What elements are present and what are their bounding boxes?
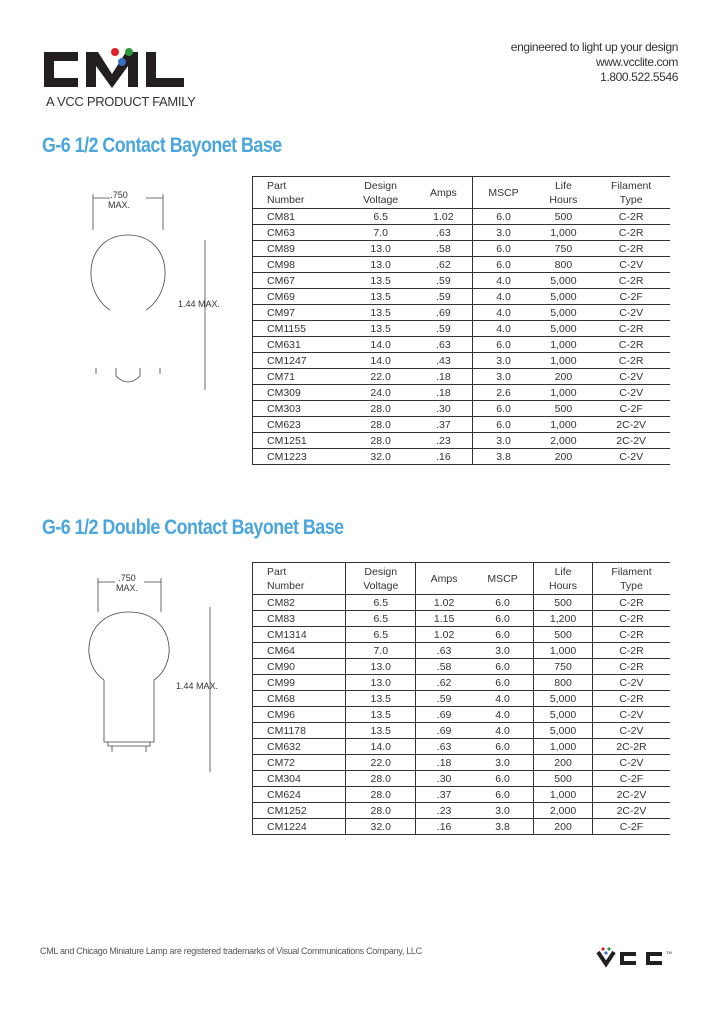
cell-filament-type: C-2R <box>592 691 670 707</box>
cell-mscp: 6.0 <box>472 787 534 803</box>
header-line: Hours <box>549 579 578 592</box>
cell-life-hours: 1,000 <box>534 787 593 803</box>
cell-part-number: CM68 <box>253 691 346 707</box>
cell-design-voltage: 28.0 <box>346 771 416 787</box>
cell-life-hours: 200 <box>534 819 593 835</box>
cell-part-number: CM632 <box>253 739 346 755</box>
cell-design-voltage: 28.0 <box>346 787 416 803</box>
height-label: 1.44 MAX. <box>178 299 221 309</box>
table-row <box>253 819 671 835</box>
cell-design-voltage: 13.0 <box>346 257 415 273</box>
bulb-diagram-single-contact <box>60 190 240 400</box>
cell-filament-type: C-2R <box>592 643 670 659</box>
header-line: MSCP <box>487 572 518 585</box>
cell-filament-type: C-2V <box>592 707 670 723</box>
table-row <box>253 787 671 803</box>
cell-mscp: 6.0 <box>472 627 534 643</box>
cell-part-number: CM1224 <box>253 819 346 835</box>
cell-life-hours: 1,000 <box>534 225 592 241</box>
cell-design-voltage: 13.5 <box>346 723 416 739</box>
cell-mscp: 4.0 <box>472 321 534 337</box>
table-row <box>253 321 671 337</box>
cell-part-number: CM624 <box>253 787 346 803</box>
table-row <box>253 417 671 433</box>
cell-amps: .62 <box>415 257 472 273</box>
header-line: Amps <box>430 572 458 585</box>
cell-design-voltage: 22.0 <box>346 369 415 385</box>
cell-part-number: CM83 <box>253 611 346 627</box>
cell-part-number: CM309 <box>253 385 347 401</box>
cell-design-voltage: 28.0 <box>346 401 415 417</box>
header-filament-type <box>592 563 670 595</box>
cell-mscp: 4.0 <box>472 273 534 289</box>
cell-filament-type: C-2R <box>592 241 670 257</box>
cell-filament-type: C-2R <box>592 225 670 241</box>
cell-amps: .59 <box>416 691 472 707</box>
cell-life-hours: 200 <box>534 755 593 771</box>
table-row <box>253 755 671 771</box>
cell-amps: 1.15 <box>416 611 472 627</box>
cell-amps: .30 <box>415 401 472 417</box>
width-sub: MAX. <box>108 200 131 210</box>
cell-part-number: CM63 <box>253 225 347 241</box>
header-filament-type <box>592 177 670 209</box>
cell-filament-type: C-2R <box>592 627 670 643</box>
table-row <box>253 401 671 417</box>
cell-filament-type: C-2R <box>592 337 670 353</box>
cell-design-voltage: 14.0 <box>346 353 415 369</box>
cell-amps: .23 <box>415 433 472 449</box>
cell-life-hours: 1,000 <box>534 337 592 353</box>
cell-part-number: CM98 <box>253 257 347 273</box>
cell-design-voltage: 13.5 <box>346 273 415 289</box>
width-label: .750 <box>110 190 128 200</box>
cell-design-voltage: 32.0 <box>346 449 415 465</box>
cell-design-voltage: 6.5 <box>346 209 415 225</box>
cell-part-number: CM64 <box>253 643 346 659</box>
cell-filament-type: C-2V <box>592 675 670 691</box>
header-design-voltage <box>346 563 416 595</box>
table-row <box>253 739 671 755</box>
cell-amps: .59 <box>415 289 472 305</box>
cell-life-hours: 5,000 <box>534 707 593 723</box>
table-row <box>253 225 671 241</box>
header-line: Hours <box>549 193 578 206</box>
cell-amps: .37 <box>416 787 472 803</box>
cell-part-number: CM631 <box>253 337 347 353</box>
cell-filament-type: C-2V <box>592 305 670 321</box>
cell-design-voltage: 6.5 <box>346 611 416 627</box>
cell-design-voltage: 13.0 <box>346 675 416 691</box>
cell-life-hours: 500 <box>534 209 592 225</box>
cell-filament-type: C-2F <box>592 819 670 835</box>
cell-mscp: 6.0 <box>472 241 534 257</box>
cell-mscp: 6.0 <box>472 337 534 353</box>
table-row <box>253 433 671 449</box>
cell-filament-type: C-2V <box>592 369 670 385</box>
svg-text:TM: TM <box>666 950 672 955</box>
cell-life-hours: 800 <box>534 675 593 691</box>
cell-part-number: CM1247 <box>253 353 347 369</box>
table-row <box>253 803 671 819</box>
cell-filament-type: C-2V <box>592 723 670 739</box>
cell-mscp: 6.0 <box>472 595 534 611</box>
table-row <box>253 611 671 627</box>
cell-life-hours: 200 <box>534 369 592 385</box>
cell-mscp: 6.0 <box>472 401 534 417</box>
cell-amps: 1.02 <box>415 209 472 225</box>
cell-part-number: CM1178 <box>253 723 346 739</box>
cell-mscp: 4.0 <box>472 707 534 723</box>
height-label: 1.44 MAX. <box>176 681 219 691</box>
table-row <box>253 209 671 225</box>
cell-part-number: CM1314 <box>253 627 346 643</box>
cell-amps: .37 <box>415 417 472 433</box>
cell-part-number: CM1252 <box>253 803 346 819</box>
cell-part-number: CM89 <box>253 241 347 257</box>
width-label: .750 <box>118 573 136 583</box>
cell-life-hours: 1,000 <box>534 353 592 369</box>
cell-filament-type: C-2F <box>592 771 670 787</box>
cell-part-number: CM69 <box>253 289 347 305</box>
cell-mscp: 3.0 <box>472 369 534 385</box>
header-line: Part <box>267 179 287 192</box>
trademark-notice: CML and Chicago Miniature Lamp are registered trademarks of Visual Communications Company, LLC <box>40 946 422 956</box>
cell-life-hours: 5,000 <box>534 273 592 289</box>
table-row <box>253 675 671 691</box>
cell-filament-type: C-2F <box>592 401 670 417</box>
cell-part-number: CM81 <box>253 209 347 225</box>
cell-life-hours: 5,000 <box>534 723 593 739</box>
header-mscp <box>472 177 534 209</box>
cell-amps: .63 <box>415 337 472 353</box>
table-row <box>253 385 671 401</box>
bulb-diagram-double-contact <box>60 572 240 812</box>
cell-design-voltage: 28.0 <box>346 433 415 449</box>
cell-design-voltage: 13.5 <box>346 289 415 305</box>
cell-amps: 1.02 <box>416 627 472 643</box>
section-title-double-contact-bayonet: G-6 1/2 Double Contact Bayonet Base <box>42 516 344 539</box>
cell-life-hours: 5,000 <box>534 691 593 707</box>
cell-design-voltage: 13.5 <box>346 305 415 321</box>
cell-filament-type: 2C-2V <box>592 803 670 819</box>
cell-filament-type: C-2R <box>592 353 670 369</box>
cell-filament-type: 2C-2R <box>592 739 670 755</box>
cell-filament-type: 2C-2V <box>592 417 670 433</box>
cell-life-hours: 750 <box>534 659 593 675</box>
table-row <box>253 449 671 465</box>
cell-design-voltage: 13.5 <box>346 691 416 707</box>
cell-part-number: CM304 <box>253 771 346 787</box>
table-row <box>253 723 671 739</box>
cell-life-hours: 5,000 <box>534 305 592 321</box>
header-line: Life <box>554 179 572 192</box>
cell-life-hours: 500 <box>534 771 593 787</box>
cell-design-voltage: 24.0 <box>346 385 415 401</box>
table-row <box>253 659 671 675</box>
cell-part-number: CM99 <box>253 675 346 691</box>
header-line: Voltage <box>363 579 399 592</box>
tagline: A VCC PRODUCT FAMILY <box>46 94 196 109</box>
phone-number: 1.800.522.5546 <box>600 70 678 84</box>
table-row <box>253 369 671 385</box>
cell-mscp: 3.0 <box>472 643 534 659</box>
cell-amps: .63 <box>415 225 472 241</box>
cell-part-number: CM82 <box>253 595 346 611</box>
table-row <box>253 627 671 643</box>
header-amps <box>415 177 472 209</box>
cell-part-number: CM71 <box>253 369 347 385</box>
cell-part-number: CM1155 <box>253 321 347 337</box>
cell-design-voltage: 22.0 <box>346 755 416 771</box>
cell-amps: .59 <box>415 321 472 337</box>
cell-filament-type: C-2V <box>592 257 670 273</box>
cell-mscp: 6.0 <box>472 209 534 225</box>
cell-design-voltage: 13.0 <box>346 659 416 675</box>
cell-amps: .16 <box>415 449 472 465</box>
cell-life-hours: 750 <box>534 241 592 257</box>
table-row <box>253 771 671 787</box>
table-row <box>253 289 671 305</box>
cell-part-number: CM1223 <box>253 449 347 465</box>
cell-part-number: CM623 <box>253 417 347 433</box>
cell-filament-type: 2C-2V <box>592 433 670 449</box>
header-line: Amps <box>429 186 457 199</box>
cell-filament-type: C-2F <box>592 289 670 305</box>
cell-amps: 1.02 <box>416 595 472 611</box>
cell-filament-type: C-2R <box>592 611 670 627</box>
cell-part-number: CM72 <box>253 755 346 771</box>
width-sub: MAX. <box>116 583 139 593</box>
header-line: Number <box>267 579 305 592</box>
cell-mscp: 3.0 <box>472 803 534 819</box>
cell-amps: .69 <box>415 305 472 321</box>
table-header <box>253 563 671 595</box>
cell-design-voltage: 28.0 <box>346 803 416 819</box>
header-line: Filament <box>611 565 652 578</box>
cell-life-hours: 200 <box>534 449 592 465</box>
cell-mscp: 4.0 <box>472 289 534 305</box>
header-line: Voltage <box>363 193 399 206</box>
cell-mscp: 3.0 <box>472 225 534 241</box>
cell-amps: .18 <box>415 385 472 401</box>
cell-filament-type: C-2R <box>592 209 670 225</box>
table-row <box>253 707 671 723</box>
header-line: MSCP <box>488 186 519 199</box>
cell-design-voltage: 13.5 <box>346 321 415 337</box>
section-title-contact-bayonet: G-6 1/2 Contact Bayonet Base <box>42 134 282 157</box>
table-double-contact-bayonet <box>252 562 670 835</box>
header-mscp <box>472 563 534 595</box>
cell-design-voltage: 32.0 <box>346 819 416 835</box>
cell-design-voltage: 14.0 <box>346 739 416 755</box>
website-link[interactable]: www.vcclite.com <box>595 55 678 69</box>
cell-filament-type: 2C-2V <box>592 787 670 803</box>
cell-amps: .18 <box>416 755 472 771</box>
cell-part-number: CM1251 <box>253 433 347 449</box>
cell-mscp: 4.0 <box>472 723 534 739</box>
contact-info <box>511 40 678 85</box>
cell-part-number: CM67 <box>253 273 347 289</box>
cell-design-voltage: 14.0 <box>346 337 415 353</box>
cell-part-number: CM90 <box>253 659 346 675</box>
cell-life-hours: 1,000 <box>534 417 592 433</box>
cell-filament-type: C-2R <box>592 659 670 675</box>
cell-amps: .16 <box>416 819 472 835</box>
slogan: engineered to light up your design <box>510 40 678 54</box>
table-header <box>253 177 671 209</box>
cell-mscp: 3.0 <box>472 755 534 771</box>
cell-life-hours: 1,000 <box>534 643 593 659</box>
table-row <box>253 273 671 289</box>
cell-life-hours: 2,000 <box>534 803 593 819</box>
table-row <box>253 241 671 257</box>
header-life-hours <box>534 177 592 209</box>
header-line: Number <box>267 193 305 206</box>
table-row <box>253 643 671 659</box>
cell-design-voltage: 6.5 <box>346 595 416 611</box>
table-row <box>253 353 671 369</box>
cell-life-hours: 1,000 <box>534 385 592 401</box>
header-line: Design <box>364 565 398 578</box>
cell-mscp: 4.0 <box>472 305 534 321</box>
cell-mscp: 6.0 <box>472 659 534 675</box>
cell-design-voltage: 6.5 <box>346 627 416 643</box>
cell-life-hours: 800 <box>534 257 592 273</box>
table-row <box>253 305 671 321</box>
cell-mscp: 6.0 <box>472 675 534 691</box>
cell-mscp: 4.0 <box>472 691 534 707</box>
header-line: Part <box>267 565 287 578</box>
cell-filament-type: C-2V <box>592 449 670 465</box>
cell-mscp: 3.8 <box>472 819 534 835</box>
cell-filament-type: C-2V <box>592 385 670 401</box>
cell-mscp: 6.0 <box>472 739 534 755</box>
cell-part-number: CM97 <box>253 305 347 321</box>
cell-mscp: 6.0 <box>472 771 534 787</box>
cell-amps: .58 <box>416 659 472 675</box>
header-line: Type <box>619 193 643 206</box>
cell-life-hours: 1,000 <box>534 739 593 755</box>
cell-design-voltage: 13.0 <box>346 241 415 257</box>
cell-amps: .58 <box>415 241 472 257</box>
cell-life-hours: 500 <box>534 595 593 611</box>
cell-amps: .63 <box>416 643 472 659</box>
cell-filament-type: C-2R <box>592 321 670 337</box>
cell-amps: .63 <box>416 739 472 755</box>
table-row <box>253 337 671 353</box>
table-row <box>253 257 671 273</box>
header-life-hours <box>534 563 593 595</box>
table-row <box>253 691 671 707</box>
header-design-voltage <box>346 177 415 209</box>
cell-life-hours: 500 <box>534 401 592 417</box>
cell-amps: .30 <box>416 771 472 787</box>
cell-mscp: 6.0 <box>472 417 534 433</box>
header-amps <box>416 563 472 595</box>
header-line: Design <box>364 179 397 192</box>
header-part-number <box>253 563 346 595</box>
cell-amps: .69 <box>416 723 472 739</box>
cell-life-hours: 1,200 <box>534 611 593 627</box>
header-line: Type <box>620 579 643 592</box>
cell-mscp: 2.6 <box>472 385 534 401</box>
cell-mscp: 3.0 <box>472 353 534 369</box>
cell-design-voltage: 13.5 <box>346 707 416 723</box>
cell-amps: .62 <box>416 675 472 691</box>
cell-mscp: 3.8 <box>472 449 534 465</box>
cell-filament-type: C-2R <box>592 273 670 289</box>
table-row <box>253 595 671 611</box>
cell-amps: .43 <box>415 353 472 369</box>
cell-amps: .18 <box>415 369 472 385</box>
vcc-logo <box>596 946 678 968</box>
cell-amps: .59 <box>415 273 472 289</box>
cell-design-voltage: 7.0 <box>346 225 415 241</box>
cell-filament-type: C-2V <box>592 755 670 771</box>
cell-mscp: 3.0 <box>472 433 534 449</box>
cell-life-hours: 5,000 <box>534 321 592 337</box>
cell-amps: .23 <box>416 803 472 819</box>
cell-mscp: 6.0 <box>472 611 534 627</box>
header-part-number <box>253 177 347 209</box>
cell-life-hours: 5,000 <box>534 289 592 305</box>
cell-mscp: 6.0 <box>472 257 534 273</box>
cell-amps: .69 <box>416 707 472 723</box>
cell-life-hours: 500 <box>534 627 593 643</box>
cell-design-voltage: 28.0 <box>346 417 415 433</box>
cell-filament-type: C-2R <box>592 595 670 611</box>
cml-logo <box>42 46 222 91</box>
cell-design-voltage: 7.0 <box>346 643 416 659</box>
cell-part-number: CM303 <box>253 401 347 417</box>
table-contact-bayonet <box>252 176 670 465</box>
cell-life-hours: 2,000 <box>534 433 592 449</box>
header-line: Filament <box>611 179 652 192</box>
cell-part-number: CM96 <box>253 707 346 723</box>
header-line: Life <box>554 565 572 578</box>
